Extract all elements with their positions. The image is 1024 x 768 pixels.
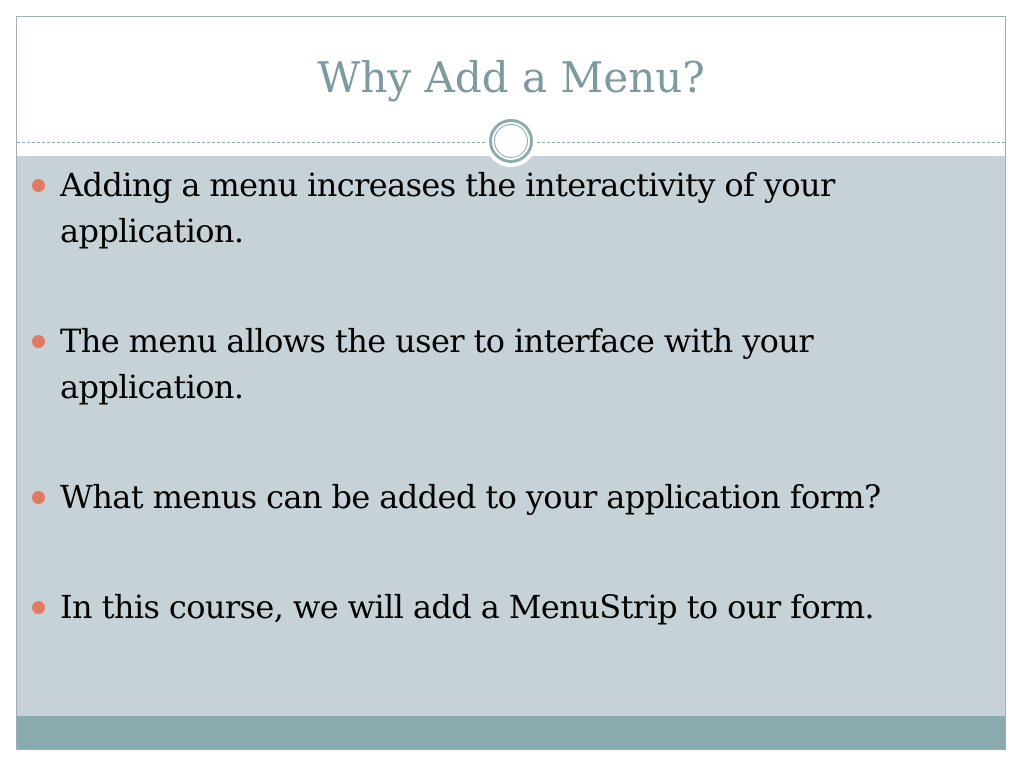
bullet-dot-icon [32,179,45,192]
circle-ornament-icon [485,115,537,167]
bullet-text: In this course, we will add a MenuStrip to our form. [60,588,875,626]
bullet-dot-icon [32,335,45,348]
circle-ornament-core [494,124,528,158]
bullet-text: The menu allows the user to interface with your application. [60,322,814,406]
bullet-dot-icon [32,491,45,504]
slide-title: Why Add a Menu? [317,53,705,102]
bullet-item [30,162,970,254]
bullet-item [30,318,970,410]
footer-band [17,716,1005,750]
bullet-text: Adding a menu increases the interactivity of your application. [60,166,835,250]
circle-ornament-ring [489,119,533,163]
bullet-text: What menus can be added to your application form? [60,478,881,516]
bullet-list [30,162,970,630]
bullet-item [30,584,970,630]
bullet-dot-icon [32,601,45,614]
bullet-item [30,474,970,520]
